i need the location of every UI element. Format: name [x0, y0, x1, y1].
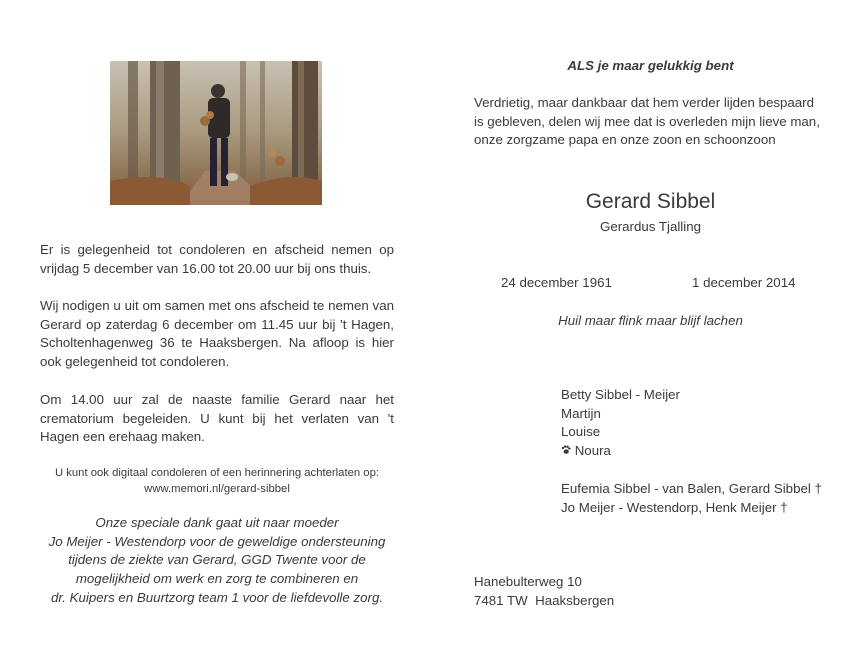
pet-line — [561, 442, 680, 461]
family-member: Louise — [561, 424, 601, 440]
condolence-paragraph-2: Wij nodigen u uit om samen met ons afscheid te nemen van Gerard op zaterdag 6 december om 11.45 uur bij 't Hagen, Scholtenhagenweg 36 te Haaksbergen. Na afloop is hier ook gelegenheid tot condoleren. — [40, 298, 394, 370]
announcement-line: is gebleven, delen wij mee dat is overleden mijn lieve man, — [474, 113, 820, 129]
motto: Huil maar flink maar blijf lachen — [558, 313, 743, 328]
death-date: 1 december 2014 — [692, 275, 796, 290]
thanks-line: mogelijkheid om werk en zorg te combineren en — [75, 571, 359, 587]
thanks-line: Onze speciale dank gaat uit naar moeder — [95, 515, 339, 530]
paw-icon — [561, 442, 571, 461]
announcement-line: onze zorgzame papa en onze zoon en schoonzoon — [474, 132, 776, 148]
address-city: 7481 TW Haaksbergen — [474, 592, 615, 608]
forest-photo-art — [110, 61, 322, 205]
card-heading: ALS je maar gelukkig bent — [567, 58, 734, 73]
digital-condolence-note — [40, 465, 394, 497]
thanks-line: Jo Meijer - Westendorp voor de geweldige ondersteuning — [48, 533, 386, 549]
deceased-full-name: Gerardus Tjalling — [599, 219, 701, 234]
digital-condolence-text: U kunt ook digitaal condoleren of een herinnering achterlaten op: — [54, 467, 380, 479]
parents-line: Eufemia Sibbel - van Balen, Gerard Sibbel † — [561, 481, 822, 496]
pet-name: Noura — [574, 443, 611, 459]
thanks-block — [40, 514, 394, 608]
announcement-text — [474, 94, 854, 150]
memori-link[interactable]: www.memori.nl/gerard-sibbel — [144, 483, 290, 495]
thanks-line: dr. Kuipers en Buurtzorg team 1 voor de liefdevolle zorg. — [50, 589, 384, 605]
condolence-paragraph-3: Om 14.00 uur zal de naaste familie Gerard naar het crematorium begeleiden. U kunt bij het verlaten van 't Hagen een erehaag maken. — [40, 392, 394, 445]
forest-photo — [110, 61, 322, 205]
family-member: Betty Sibbel - Meijer — [561, 387, 680, 402]
thanks-line: tijdens de ziekte van Gerard, GGD Twente voor de — [68, 552, 366, 568]
parents-line: Jo Meijer - Westendorp, Henk Meijer † — [561, 499, 788, 515]
birth-date: 24 december 1961 — [501, 275, 612, 290]
address — [474, 573, 614, 610]
family-list — [561, 386, 680, 461]
parents-list — [561, 480, 822, 517]
deceased-name: Gerard Sibbel — [585, 190, 716, 213]
family-member: Martijn — [561, 405, 601, 421]
announcement-line: Verdrietig, maar dankbaar dat hem verder lijden bespaard — [474, 95, 815, 110]
condolence-paragraph-1: Er is gelegenheid tot condoleren en afscheid nemen op vrijdag 5 december van 16.00 tot 20.00 uur bij ons thuis. — [40, 242, 394, 276]
address-street: Hanebulterweg 10 — [474, 574, 582, 589]
